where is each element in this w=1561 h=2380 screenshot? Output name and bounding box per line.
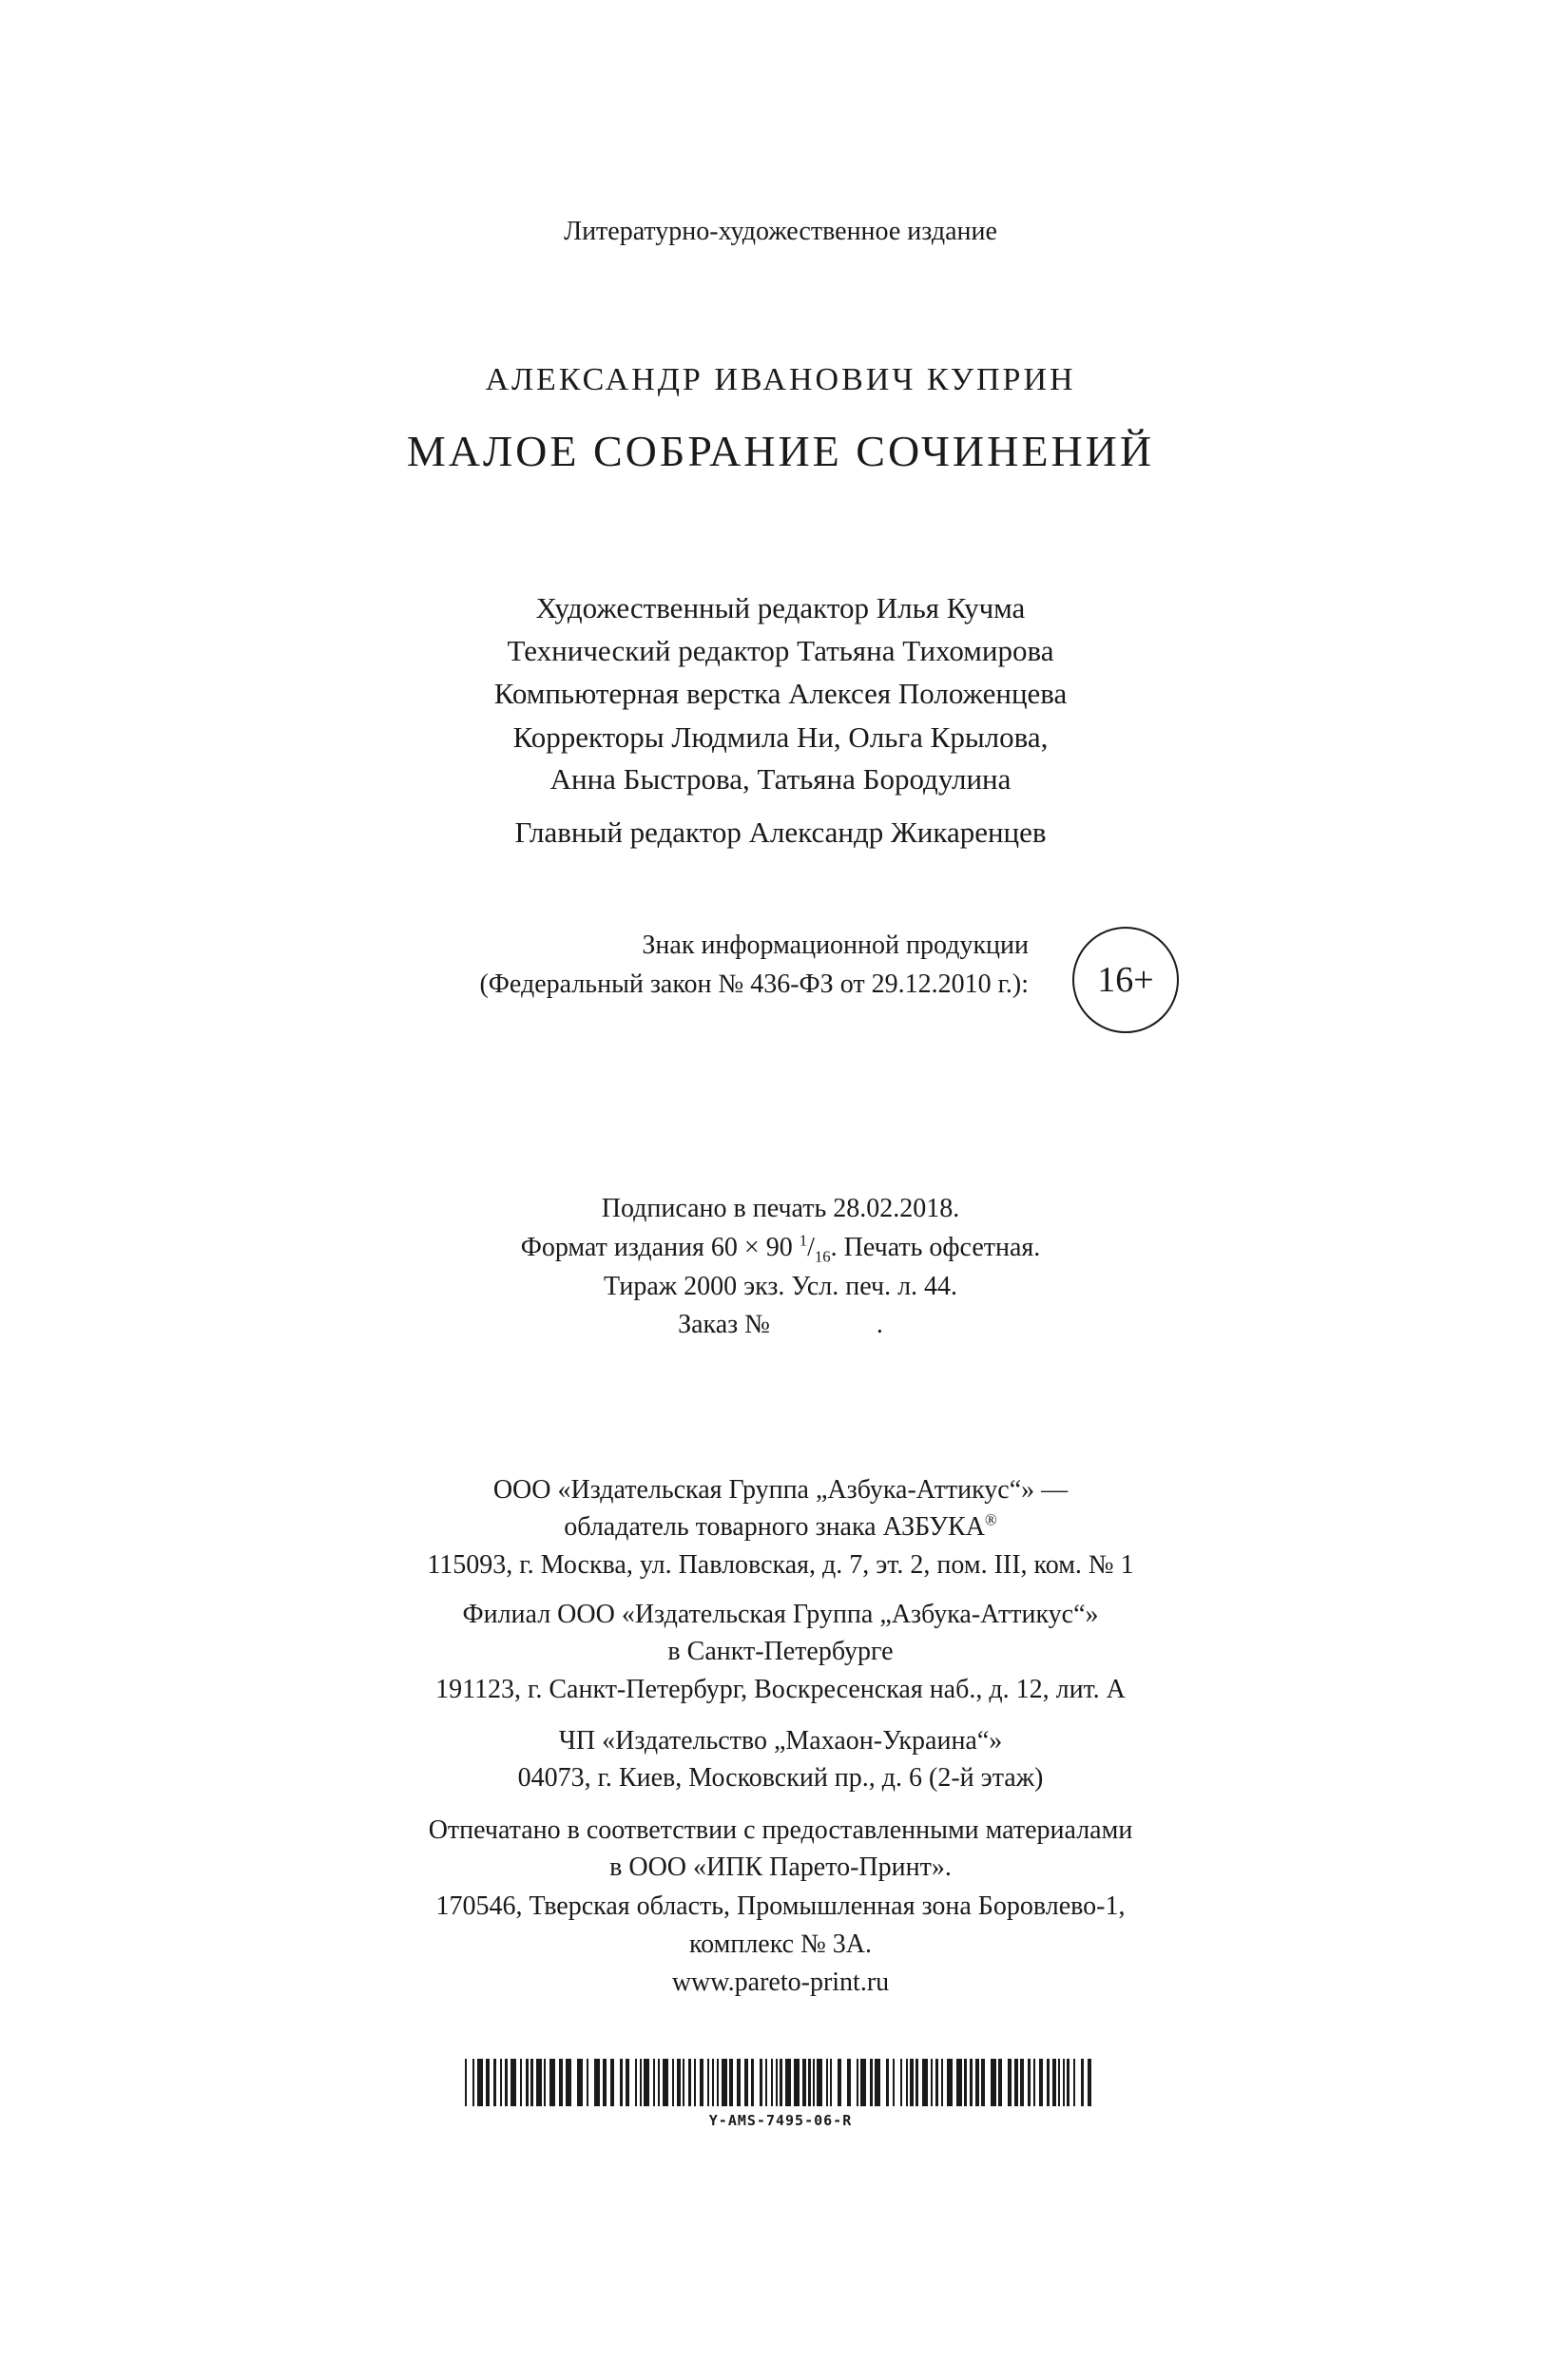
trademark-text: обладатель товарного знака АЗБУКА <box>564 1512 985 1542</box>
barcode-bar <box>717 2059 719 2106</box>
barcode-bar <box>817 2059 822 2106</box>
barcode-bar <box>505 2059 508 2106</box>
age-rating-label: Знак информационной продукции <box>642 931 1029 960</box>
barcode-bar <box>1008 2059 1012 2106</box>
age-rating-value: 16+ <box>1097 960 1154 1000</box>
printer-website: www.pareto-print.ru <box>671 1967 890 1997</box>
imprint-signed: Подписано в печать 28.02.2018. <box>601 1194 960 1223</box>
barcode-bar <box>998 2059 1002 2106</box>
format-prefix: Формат издания 60 × 90 <box>520 1233 800 1262</box>
staff-line: Корректоры Людмила Ни, Ольга Крылова, <box>512 720 1049 754</box>
publisher-line: 115093, г. Москва, ул. Павловская, д. 7, эт. 2, пом. III, ком. № 1 <box>427 1550 1134 1580</box>
barcode-bar <box>860 2059 866 2106</box>
barcode-bar <box>900 2059 902 2106</box>
barcode-bar <box>700 2059 703 2106</box>
barcode-bar <box>465 2059 467 2106</box>
barcode-bar <box>751 2059 754 2106</box>
publisher-line: ЧП «Издательство „Махаон-Украина“» <box>558 1726 1003 1756</box>
barcode-bar <box>1014 2059 1018 2106</box>
barcode-bar <box>737 2059 741 2106</box>
barcode-bar <box>947 2059 953 2106</box>
barcode-bar <box>826 2059 828 2106</box>
printer-line: в ООО «ИПК Парето-Принт». <box>609 1852 952 1882</box>
barcode-bar <box>981 2059 985 2106</box>
barcode-bar <box>1020 2059 1024 2106</box>
barcode-bar <box>566 2059 571 2106</box>
barcode-bar <box>931 2059 933 2106</box>
barcode-bar <box>707 2059 709 2106</box>
imprint-format: Формат издания 60 × 90 $^1/_{16}$. Печать офсетная. <box>520 1231 1041 1266</box>
format-numerator: 1 <box>799 1231 808 1250</box>
barcode-bar <box>808 2059 811 2106</box>
barcode-bar <box>838 2059 841 2106</box>
barcode-bar <box>794 2059 800 2106</box>
printer-line: Отпечатано в соответствии с предоставленными материалами <box>428 1815 1133 1845</box>
barcode-bar <box>672 2059 674 2106</box>
barcode-bar <box>526 2059 529 2106</box>
barcode-bar <box>500 2059 502 2106</box>
barcode-bar <box>1039 2059 1043 2106</box>
barcode-bar <box>644 2059 649 2106</box>
barcode-bar <box>620 2059 623 2106</box>
printer-line: комплекс № 3А. <box>688 1929 873 1959</box>
barcode-bar <box>577 2059 583 2106</box>
barcode-bar <box>1081 2059 1084 2106</box>
barcode-bar <box>587 2059 588 2106</box>
barcode-bar <box>635 2059 637 2106</box>
barcode-bar <box>530 2059 533 2106</box>
staff-line: Художественный редактор Илья Кучма <box>535 591 1026 624</box>
barcode-bar <box>1028 2059 1031 2106</box>
barcode-bar <box>1088 2059 1091 2106</box>
barcode-bar <box>922 2059 928 2106</box>
age-rating-badge <box>1072 927 1179 1033</box>
barcode-bar <box>559 2059 563 2106</box>
barcode-bar <box>653 2059 655 2106</box>
barcode-bar <box>658 2059 660 2106</box>
barcode-number: Y-AMS-7495-06-R <box>708 2112 853 2129</box>
barcode-bar <box>677 2059 681 2106</box>
barcode-bar <box>1033 2059 1035 2106</box>
barcode-bar <box>886 2059 889 2106</box>
barcode-bar <box>771 2059 773 2106</box>
barcode-bar <box>906 2059 908 2106</box>
barcode-bar <box>935 2059 938 2106</box>
barcode-bar <box>472 2059 474 2106</box>
barcode-bar <box>594 2059 600 2106</box>
barcode-bar <box>1067 2059 1070 2106</box>
barcode-bar <box>765 2059 767 2106</box>
genre-label: Литературно-художественное издание <box>564 217 997 246</box>
publisher-line: Филиал ООО «Издательская Группа „Азбука-Аттикус“» <box>462 1600 1099 1629</box>
barcode-bar <box>802 2059 806 2106</box>
format-suffix: . Печать офсетная. <box>830 1233 1041 1262</box>
barcode-bar <box>1052 2059 1056 2106</box>
age-rating-law: (Федеральный закон № 436-ФЗ от 29.12.2010 г.): <box>479 969 1029 999</box>
format-denominator: 16 <box>814 1247 831 1266</box>
barcode-bar <box>683 2059 684 2106</box>
publisher-line: в Санкт-Петербурге <box>667 1637 894 1666</box>
staff-line: Технический редактор Татьяна Тихомирова <box>507 634 1054 667</box>
age-rating-block <box>0 927 1561 1022</box>
barcode-bar <box>610 2059 614 2106</box>
barcode-bar <box>875 2059 880 2106</box>
barcode-bar <box>722 2059 727 2106</box>
barcode-bar <box>744 2059 748 2106</box>
barcode-bar <box>991 2059 996 2106</box>
barcode-bar <box>603 2059 607 2106</box>
barcode-bar <box>486 2059 490 2106</box>
barcode-bar <box>1063 2059 1065 2106</box>
barcode-bar <box>857 2059 858 2106</box>
barcode-bar <box>688 2059 691 2106</box>
barcode-bar <box>975 2059 979 2106</box>
barcode-bar <box>760 2059 762 2106</box>
barcode-bar <box>663 2059 668 2106</box>
barcode-bar <box>910 2059 914 2106</box>
barcode-bar <box>520 2059 522 2106</box>
barcode-bar <box>941 2059 943 2106</box>
barcode-bar <box>970 2059 973 2106</box>
barcode-bar <box>785 2059 791 2106</box>
barcode-bar <box>544 2059 546 2106</box>
imprint-run: Тираж 2000 экз. Усл. печ. л. 44. <box>603 1272 958 1301</box>
barcode-bar <box>477 2059 483 2106</box>
barcode-bar <box>1058 2059 1060 2106</box>
staff-line: Анна Быстрова, Татьяна Бородулина <box>549 762 1012 796</box>
barcode-bar <box>549 2059 555 2106</box>
publisher-line <box>0 1512 1561 1543</box>
barcode-bar <box>640 2059 642 2106</box>
barcode-image <box>465 2059 1092 2106</box>
barcode-bar <box>956 2059 962 2106</box>
author-name: АЛЕКСАНДР ИВАНОВИЧ КУПРИН <box>485 362 1076 397</box>
barcode-bar <box>776 2059 778 2106</box>
barcode-bar <box>1073 2059 1075 2106</box>
barcode-bar <box>729 2059 733 2106</box>
barcode-bar <box>694 2059 696 2106</box>
barcode-bar <box>626 2059 629 2106</box>
book-title: МАЛОЕ СОБРАНИЕ СОЧИНЕНИЙ <box>406 427 1155 475</box>
barcode-bar <box>511 2059 516 2106</box>
barcode-bar <box>813 2059 815 2106</box>
barcode-bar <box>915 2059 918 2106</box>
registered-mark: ® <box>984 1510 997 1529</box>
barcode-bar <box>847 2059 851 2106</box>
staff-line: Главный редактор Александр Жикаренцев <box>514 816 1047 849</box>
barcode-bar <box>870 2059 873 2106</box>
barcode-bar <box>1047 2059 1050 2106</box>
barcode-bar <box>830 2059 832 2106</box>
barcode-bar <box>893 2059 895 2106</box>
barcode-bar <box>493 2059 496 2106</box>
publisher-line: 191123, г. Санкт-Петербург, Воскресенская наб., д. 12, лит. А <box>435 1675 1126 1704</box>
staff-line: Компьютерная верстка Алексея Положенцева <box>493 677 1068 710</box>
publisher-line: ООО «Издательская Группа „Азбука-Аттикус“» — <box>492 1475 1069 1505</box>
barcode-bar <box>780 2059 782 2106</box>
barcode-bar <box>964 2059 967 2106</box>
imprint-order: Заказ № . <box>678 1310 883 1339</box>
publisher-line: 04073, г. Киев, Московский пр., д. 6 (2-й этаж) <box>517 1763 1044 1793</box>
printer-line: 170546, Тверская область, Промышленная зона Боровлево-1, <box>435 1891 1126 1921</box>
barcode-bar <box>536 2059 542 2106</box>
barcode-bar <box>712 2059 714 2106</box>
